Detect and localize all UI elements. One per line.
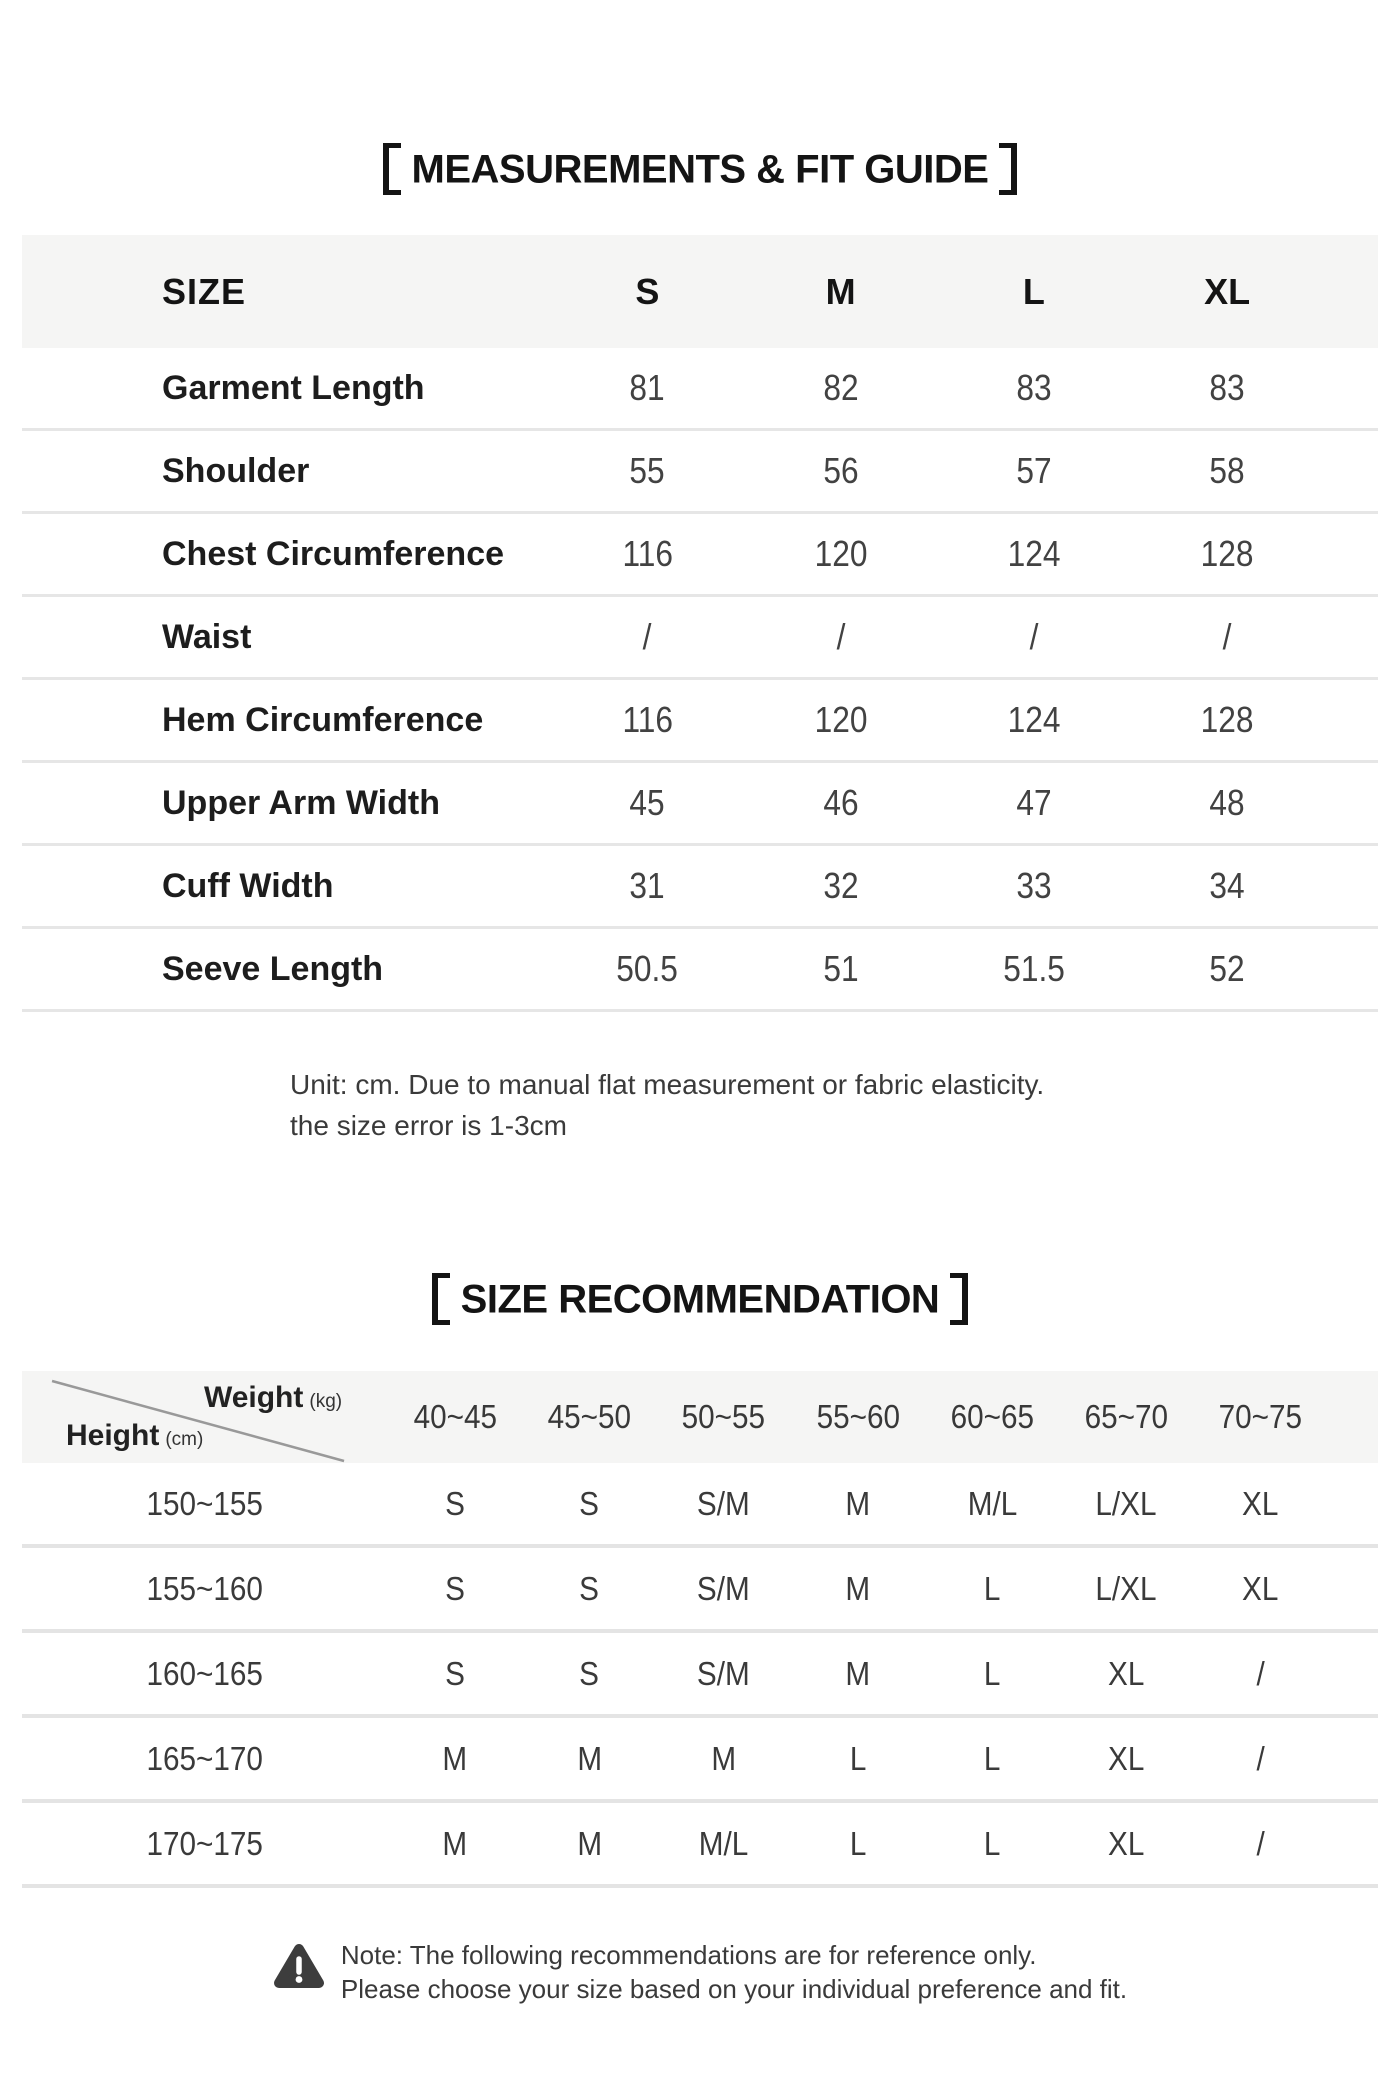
lens-bracket-right-icon: [999, 143, 1017, 195]
size-cell: L: [983, 1569, 1001, 1607]
unit-note-line2: the size error is 1-3cm: [290, 1110, 567, 1141]
cell-value: 83: [1209, 367, 1245, 408]
lens-bracket-right-icon: [950, 1273, 968, 1325]
cell-value: 48: [1209, 782, 1245, 823]
size-cell: M: [442, 1824, 468, 1862]
cell-value: /: [643, 616, 652, 657]
warning-triangle-icon: [273, 1942, 325, 1994]
footnote: [0, 1938, 1400, 2006]
lens-bracket-left-icon: [432, 1273, 450, 1325]
row-label: Shoulder: [162, 451, 310, 490]
cell-value: 58: [1209, 450, 1245, 491]
unit-note: [290, 1064, 1044, 1146]
size-cell: S/M: [697, 1654, 751, 1692]
cell-value: 32: [823, 865, 859, 906]
row-label: Seeve Length: [162, 949, 384, 988]
table-row-garment-length: [22, 348, 1378, 431]
size-header-xl: XL: [1204, 270, 1251, 312]
size-cell: S: [445, 1484, 466, 1522]
recommendation-row-170-175: [22, 1803, 1378, 1888]
size-cell: L/XL: [1095, 1569, 1157, 1607]
recommendation-title-text: SIZE RECOMMENDATION: [460, 1277, 940, 1322]
size-cell: M: [442, 1739, 468, 1777]
cell-value: /: [1222, 616, 1232, 657]
cell-value: /: [836, 616, 846, 657]
recommendation-row-150-155: [22, 1463, 1378, 1548]
recommendation-table: [22, 1371, 1378, 1888]
weight-col-header: 60~65: [950, 1398, 1034, 1435]
size-cell: L: [849, 1824, 867, 1862]
size-cell: S/M: [697, 1484, 751, 1522]
size-cell: M: [577, 1739, 602, 1777]
size-cell: S: [579, 1654, 600, 1692]
table-row-hem: [22, 680, 1378, 763]
size-cell: /: [1256, 1824, 1265, 1862]
footnote-line2: Please choose your size based on your individual preference and fit.: [340, 1974, 1128, 2004]
size-cell: XL: [1108, 1824, 1145, 1862]
table-row-chest: [22, 514, 1378, 597]
size-cell: M: [577, 1824, 602, 1862]
size-cell: S: [579, 1569, 600, 1607]
row-label: Chest Circumference: [162, 534, 505, 573]
row-label: Upper Arm Width: [162, 783, 440, 822]
size-cell: S: [579, 1484, 600, 1522]
cell-value: 56: [823, 450, 859, 491]
cell-value: 57: [1016, 450, 1052, 491]
footnote-line1: Note: The following recommendations are for reference only.: [340, 1940, 1037, 1970]
recommendation-row-165-170: [22, 1718, 1378, 1803]
row-label: Hem Circumference: [162, 700, 484, 739]
cell-value: 50.5: [616, 948, 679, 989]
recommendation-row-160-165: [22, 1633, 1378, 1718]
weight-col-header: 40~45: [413, 1398, 497, 1435]
cell-value: 120: [814, 533, 868, 574]
table-row-waist: [22, 597, 1378, 680]
measurements-table: [22, 235, 1378, 1012]
height-row-label: 150~155: [146, 1484, 264, 1522]
height-row-label: 170~175: [146, 1824, 264, 1862]
size-cell: /: [1256, 1654, 1265, 1692]
size-cell: L/XL: [1095, 1484, 1157, 1522]
size-header-m: M: [825, 270, 856, 312]
cell-value: 128: [1200, 699, 1254, 740]
row-label: Cuff Width: [162, 866, 334, 905]
size-cell: XL: [1108, 1739, 1145, 1777]
size-header-s: S: [635, 270, 660, 312]
size-cell: /: [1256, 1739, 1265, 1777]
cell-value: 128: [1200, 533, 1254, 574]
measurements-title: [0, 146, 1400, 198]
size-cell: M/L: [698, 1824, 749, 1862]
weight-col-header: 70~75: [1218, 1398, 1303, 1435]
size-cell: XL: [1242, 1484, 1279, 1522]
table-row-upper-arm: [22, 763, 1378, 846]
cell-value: 51: [823, 948, 859, 989]
weight-col-header: 50~55: [681, 1398, 766, 1435]
height-axis-label: Height (cm): [66, 1419, 204, 1452]
cell-value: 52: [1209, 948, 1245, 989]
recommendation-row-155-160: [22, 1548, 1378, 1633]
unit-note-line1: Unit: cm. Due to manual flat measurement or fabric elasticity.: [290, 1069, 1045, 1100]
cell-value: 81: [629, 367, 666, 408]
lens-bracket-left-icon: [383, 143, 401, 195]
cell-value: 116: [622, 699, 673, 740]
size-cell: M: [845, 1484, 871, 1522]
height-row-label: 165~170: [146, 1739, 264, 1777]
cell-value: 83: [1016, 367, 1052, 408]
cell-value: 34: [1209, 865, 1245, 906]
size-header-l: L: [1022, 270, 1045, 312]
height-row-label: 155~160: [146, 1569, 264, 1607]
cell-value: 31: [629, 865, 666, 906]
size-cell: L: [983, 1824, 1001, 1862]
size-cell: M: [845, 1654, 871, 1692]
table-row-cuff: [22, 846, 1378, 929]
size-header-label: SIZE: [162, 270, 247, 312]
cell-value: 47: [1016, 782, 1052, 823]
cell-value: /: [1029, 616, 1039, 657]
size-cell: L: [849, 1739, 867, 1777]
size-cell: S: [445, 1654, 466, 1692]
weight-col-header: 55~60: [816, 1398, 900, 1435]
cell-value: 45: [629, 782, 666, 823]
table-row-sleeve: [22, 929, 1378, 1012]
size-cell: M: [845, 1569, 871, 1607]
recommendation-title: [0, 1276, 1400, 1328]
footnote-text: [341, 1938, 1127, 2006]
recommendation-table-header: [22, 1371, 1378, 1463]
weight-axis-label: Weight (kg): [203, 1381, 343, 1414]
measurements-table-header: [22, 235, 1378, 348]
cell-value: 82: [823, 367, 859, 408]
measurements-title-text: MEASUREMENTS & FIT GUIDE: [411, 147, 989, 192]
cell-value: 120: [814, 699, 868, 740]
cell-value: 46: [823, 782, 859, 823]
size-cell: S/M: [697, 1569, 751, 1607]
weight-col-header: 65~70: [1084, 1398, 1169, 1435]
cell-value: 116: [622, 533, 673, 574]
size-cell: XL: [1108, 1654, 1145, 1692]
row-label: Waist: [162, 617, 252, 656]
size-cell: S: [445, 1569, 466, 1607]
row-label: Garment Length: [162, 368, 425, 407]
size-cell: XL: [1242, 1569, 1279, 1607]
weight-col-header: 45~50: [547, 1398, 632, 1435]
table-row-shoulder: [22, 431, 1378, 514]
weight-height-corner-cell: [22, 1371, 388, 1463]
cell-value: 124: [1007, 533, 1061, 574]
size-cell: L: [983, 1654, 1001, 1692]
size-cell: M/L: [967, 1484, 1017, 1522]
cell-value: 51.5: [1003, 948, 1065, 989]
cell-value: 55: [629, 450, 666, 491]
cell-value: 33: [1016, 865, 1052, 906]
size-cell: M: [711, 1739, 737, 1777]
size-cell: L: [983, 1739, 1001, 1777]
height-row-label: 160~165: [146, 1654, 264, 1692]
cell-value: 124: [1007, 699, 1061, 740]
